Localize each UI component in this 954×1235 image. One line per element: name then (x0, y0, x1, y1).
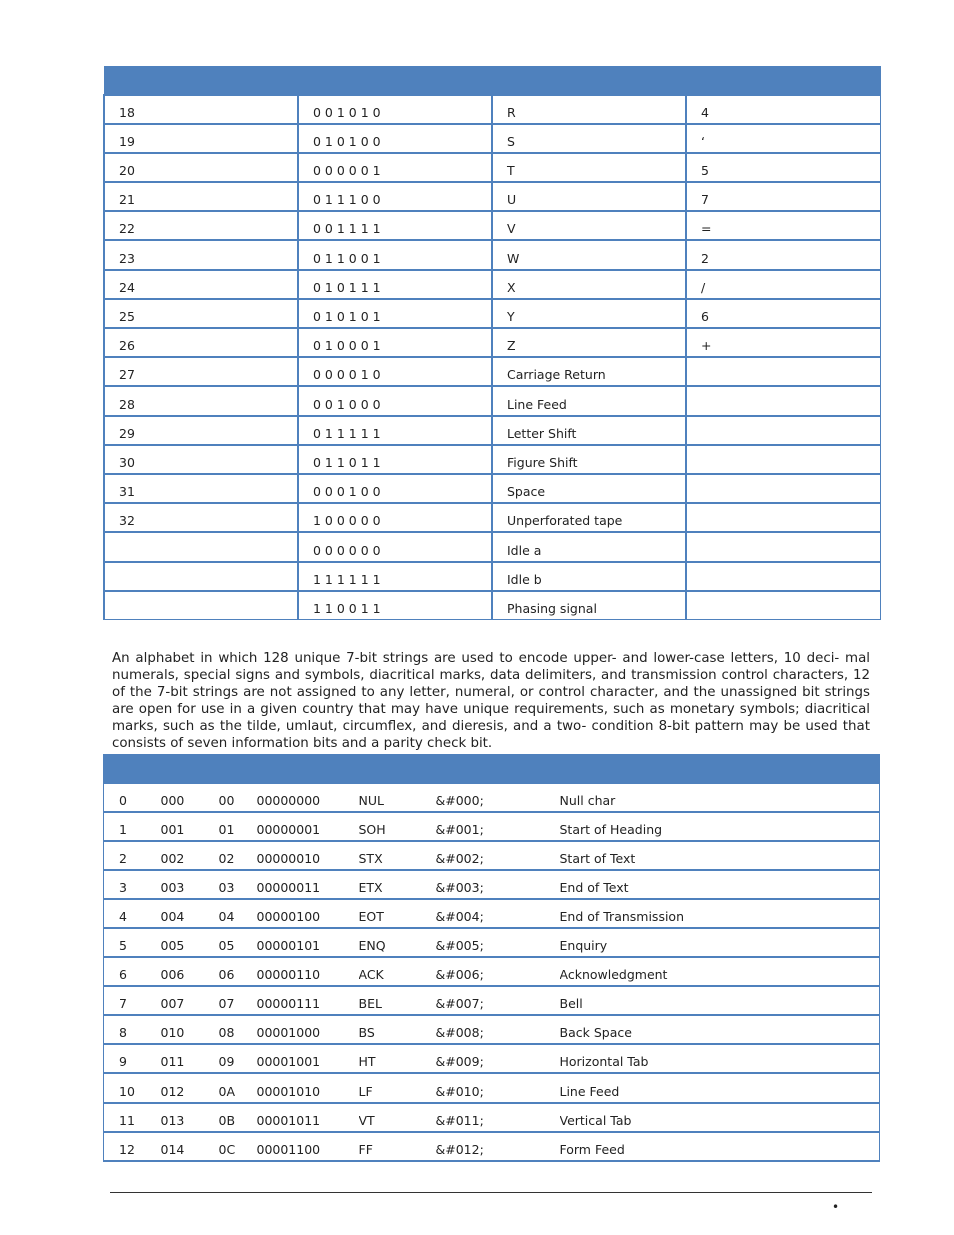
table-cell: 1 (104, 812, 161, 841)
table-cell: = (686, 211, 880, 240)
table-cell: 21 (104, 182, 298, 211)
table-cell: 0 0 1 0 1 0 (298, 95, 492, 124)
table-row (104, 591, 880, 620)
table-cell: ‘ (686, 124, 880, 153)
table-cell: &#003; (436, 870, 560, 899)
table-cell: 00 (219, 783, 257, 812)
table-cell: 0 0 1 1 1 1 (298, 211, 492, 240)
table-cell: 001 (161, 812, 219, 841)
table-cell: &#007; (436, 986, 560, 1015)
table-cell: 9 (104, 1044, 161, 1073)
table-cell: 0 1 0 1 0 0 (298, 124, 492, 153)
table-cell: 00000110 (257, 957, 359, 986)
table-cell: &#008; (436, 1015, 560, 1044)
table-cell: Form Feed (560, 1132, 880, 1161)
table-cell (686, 503, 880, 532)
table-cell: &#005; (436, 928, 560, 957)
table-cell: 00000101 (257, 928, 359, 957)
table-cell: X (492, 270, 686, 299)
table-cell: 00001010 (257, 1073, 359, 1102)
footer-rule (110, 1192, 872, 1193)
table-cell: 00000010 (257, 841, 359, 870)
table-cell (686, 474, 880, 503)
table-cell: ETX (359, 870, 436, 899)
table-row (104, 957, 880, 986)
table-cell: Start of Text (560, 841, 880, 870)
table-row (104, 1044, 880, 1073)
table-row (104, 357, 880, 386)
table-row (104, 1132, 880, 1161)
table-row (104, 182, 880, 211)
table-cell: 04 (219, 899, 257, 928)
table-cell: W (492, 240, 686, 269)
table-cell: 0 1 1 1 1 1 (298, 416, 492, 445)
table-cell: Start of Heading (560, 812, 880, 841)
table-cell: Vertical Tab (560, 1103, 880, 1132)
table-cell: 09 (219, 1044, 257, 1073)
table-cell: 07 (219, 986, 257, 1015)
table-cell: 012 (161, 1073, 219, 1102)
table-cell: R (492, 95, 686, 124)
table-cell: Enquiry (560, 928, 880, 957)
table-row (104, 445, 880, 474)
table-cell: 0C (219, 1132, 257, 1161)
table-cell: 00001100 (257, 1132, 359, 1161)
table-cell: 1 1 1 1 1 1 (298, 562, 492, 591)
table-cell: 0 (104, 783, 161, 812)
table-cell: 6 (104, 957, 161, 986)
table-cell: 23 (104, 240, 298, 269)
table-row (104, 783, 880, 812)
table-cell: 003 (161, 870, 219, 899)
table-row (104, 841, 880, 870)
table-cell: 00001001 (257, 1044, 359, 1073)
table-cell: 29 (104, 416, 298, 445)
table-cell: 0 1 0 0 0 1 (298, 328, 492, 357)
table-cell: 7 (686, 182, 880, 211)
table-cell: STX (359, 841, 436, 870)
table-cell: Null char (560, 783, 880, 812)
table-cell: U (492, 182, 686, 211)
table-cell (686, 591, 880, 620)
table-row (104, 1103, 880, 1132)
table-cell: 0A (219, 1073, 257, 1102)
table-row (104, 1015, 880, 1044)
table-cell: Space (492, 474, 686, 503)
table-cell (686, 562, 880, 591)
table-row (104, 928, 880, 957)
table-row (104, 299, 880, 328)
table-cell: 002 (161, 841, 219, 870)
table-cell: 10 (104, 1073, 161, 1102)
table-row (104, 270, 880, 299)
table-row (104, 153, 880, 182)
table-row (104, 95, 880, 124)
table-cell: 6 (686, 299, 880, 328)
table-cell: 02 (219, 841, 257, 870)
table-cell (686, 357, 880, 386)
table-cell: Z (492, 328, 686, 357)
table-row (104, 328, 880, 357)
table-cell: BEL (359, 986, 436, 1015)
table-cell (686, 445, 880, 474)
table-cell: 0 1 0 1 1 1 (298, 270, 492, 299)
table-cell: 12 (104, 1132, 161, 1161)
ascii-description-paragraph: An alphabet in which 128 unique 7-bit strings are used to encode upper- and lower-case letters, 10 deci- mal numerals, special signs and symbols, diacritical marks, data delimiters, and transmission control characters, 12 of the 7-bit strings are not assigned to any letter, numeral, or control character, and the unassigned bit strings are open for use in a given country that may have unique requirements, such as monetary symbols; diacritical marks, such as the tilde, umlaut, circumflex, and dieresis, and a two- condition 8-bit pattern may be used that consists of seven information bits and a parity check bit. (112, 651, 870, 751)
table-cell: &#006; (436, 957, 560, 986)
table-cell: 22 (104, 211, 298, 240)
table-cell: 0 1 1 1 0 0 (298, 182, 492, 211)
table-cell: 18 (104, 95, 298, 124)
table-cell: 0 0 1 0 0 0 (298, 386, 492, 415)
table-cell: 0 1 1 0 0 1 (298, 240, 492, 269)
table-cell: Horizontal Tab (560, 1044, 880, 1073)
table-cell: 010 (161, 1015, 219, 1044)
ascii-code-table (103, 754, 880, 1162)
table-cell: 0B (219, 1103, 257, 1132)
table-cell: 006 (161, 957, 219, 986)
table-row (104, 416, 880, 445)
table-cell: &#002; (436, 841, 560, 870)
table-cell: 4 (104, 899, 161, 928)
table-cell: 7 (104, 986, 161, 1015)
table-row (104, 124, 880, 153)
table-cell: 0 0 0 0 0 1 (298, 153, 492, 182)
table-cell (104, 532, 298, 561)
table-cell (104, 591, 298, 620)
table-cell: End of Transmission (560, 899, 880, 928)
table-row (104, 562, 880, 591)
table-cell: 5 (686, 153, 880, 182)
table-cell: Phasing signal (492, 591, 686, 620)
table-cell: Bell (560, 986, 880, 1015)
table-cell: &#001; (436, 812, 560, 841)
table-row (104, 240, 880, 269)
table-cell: 005 (161, 928, 219, 957)
table-cell: Figure Shift (492, 445, 686, 474)
table-row (104, 503, 880, 532)
table-cell: S (492, 124, 686, 153)
table-cell: 30 (104, 445, 298, 474)
table-row (104, 211, 880, 240)
table-cell: + (686, 328, 880, 357)
table-cell: 0 1 1 0 1 1 (298, 445, 492, 474)
table-cell (686, 532, 880, 561)
table-cell: 19 (104, 124, 298, 153)
table-row (104, 870, 880, 899)
table-cell: 0 0 0 0 0 0 (298, 532, 492, 561)
table-cell: ENQ (359, 928, 436, 957)
table-cell: 08 (219, 1015, 257, 1044)
table-cell: / (686, 270, 880, 299)
table-cell: 03 (219, 870, 257, 899)
table-cell: Unperforated tape (492, 503, 686, 532)
table-cell: 1 0 0 0 0 0 (298, 503, 492, 532)
table-cell: 26 (104, 328, 298, 357)
table-cell (104, 562, 298, 591)
table-cell: 20 (104, 153, 298, 182)
table-cell: V (492, 211, 686, 240)
table-cell: 0 0 0 1 0 0 (298, 474, 492, 503)
table-cell: NUL (359, 783, 436, 812)
table-row (104, 386, 880, 415)
table-cell: 01 (219, 812, 257, 841)
table-cell: 013 (161, 1103, 219, 1132)
table-cell: &#009; (436, 1044, 560, 1073)
table-cell: &#000; (436, 783, 560, 812)
table-cell: Line Feed (560, 1073, 880, 1102)
table-row (104, 532, 880, 561)
table-cell: 31 (104, 474, 298, 503)
table-cell: Carriage Return (492, 357, 686, 386)
table-cell: 06 (219, 957, 257, 986)
table-cell: SOH (359, 812, 436, 841)
table-row (104, 986, 880, 1015)
table-cell: &#011; (436, 1103, 560, 1132)
table-cell: 00000111 (257, 986, 359, 1015)
table-cell: EOT (359, 899, 436, 928)
baudot-code-table (103, 66, 881, 620)
table-cell: 00001000 (257, 1015, 359, 1044)
table-cell: 32 (104, 503, 298, 532)
table-cell: 8 (104, 1015, 161, 1044)
table-cell: 000 (161, 783, 219, 812)
table-cell: 0 1 0 1 0 1 (298, 299, 492, 328)
table-cell: 011 (161, 1044, 219, 1073)
table-header-bar (104, 67, 880, 95)
table-cell: 0 0 0 0 1 0 (298, 357, 492, 386)
table-cell: 00000100 (257, 899, 359, 928)
table-cell: &#012; (436, 1132, 560, 1161)
table-header-bar (104, 755, 880, 783)
table-cell: 014 (161, 1132, 219, 1161)
table-cell: &#010; (436, 1073, 560, 1102)
table-cell: ACK (359, 957, 436, 986)
table-cell: Letter Shift (492, 416, 686, 445)
table-cell: 007 (161, 986, 219, 1015)
table-cell: 00000011 (257, 870, 359, 899)
table-cell: 25 (104, 299, 298, 328)
table-cell: 2 (104, 841, 161, 870)
table-cell: 00001011 (257, 1103, 359, 1132)
table-cell: 00000000 (257, 783, 359, 812)
table-cell: 27 (104, 357, 298, 386)
table-row (104, 812, 880, 841)
table-cell: VT (359, 1103, 436, 1132)
footer-bullet: • (832, 1200, 840, 1214)
table-cell: 1 1 0 0 1 1 (298, 591, 492, 620)
table-cell: 3 (104, 870, 161, 899)
table-cell: FF (359, 1132, 436, 1161)
table-cell: 24 (104, 270, 298, 299)
table-cell: Y (492, 299, 686, 328)
table-cell: 11 (104, 1103, 161, 1132)
table-cell: 4 (686, 95, 880, 124)
table-cell: Acknowledgment (560, 957, 880, 986)
table-cell: Idle a (492, 532, 686, 561)
table-cell (686, 416, 880, 445)
table-cell: 2 (686, 240, 880, 269)
table-cell: T (492, 153, 686, 182)
table-cell: 05 (219, 928, 257, 957)
table-cell: HT (359, 1044, 436, 1073)
table-cell: LF (359, 1073, 436, 1102)
table-cell: 004 (161, 899, 219, 928)
table-cell: Line Feed (492, 386, 686, 415)
table-cell: &#004; (436, 899, 560, 928)
table-row (104, 1073, 880, 1102)
table-cell: Idle b (492, 562, 686, 591)
table-cell: 28 (104, 386, 298, 415)
table-cell: 00000001 (257, 812, 359, 841)
table-cell: End of Text (560, 870, 880, 899)
table-row (104, 474, 880, 503)
table-cell (686, 386, 880, 415)
table-cell: Back Space (560, 1015, 880, 1044)
table-cell: BS (359, 1015, 436, 1044)
table-cell: 5 (104, 928, 161, 957)
table-row (104, 899, 880, 928)
